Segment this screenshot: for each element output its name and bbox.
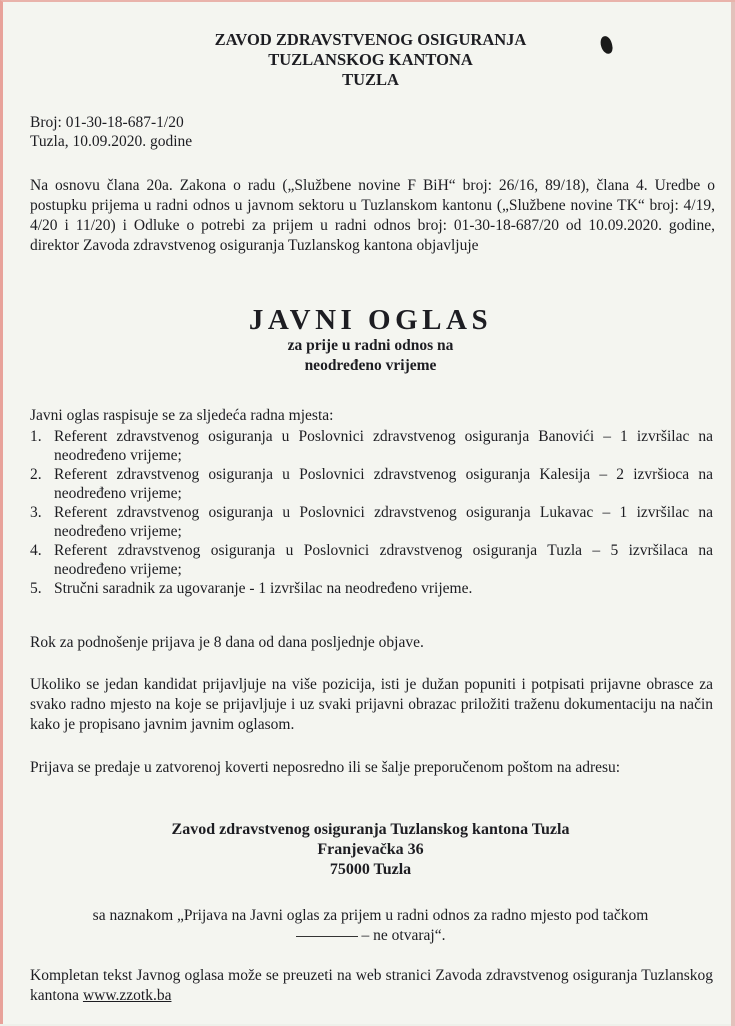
document-meta xyxy=(30,113,192,151)
address-name: Zavod zdravstvenog osiguranja Tuzlanskog kantona Tuzla xyxy=(171,821,570,838)
legal-intro: Na osnovu člana 20a. Zakona o radu („Službene novine F BiH“ broj: 26/16, 89/18), člana 4. Uredbe o postupku prijema u radni odnos u javnom sektoru u Tuzlanskom kantonu („Službene novine TK“ broj: 4/19, 4/20 i 11/20) i Odluke o potrebi za prijem u radni odnos broj: 01-30-18-687/20 od 10.09.2020. godine, direktor Zavoda zdravstvenog osiguranja Tuzlanskog kantona objavljuje xyxy=(30,177,715,254)
address-street: Franjevačka 36 xyxy=(317,841,424,858)
announcement-title xyxy=(3,304,735,376)
multiple-positions-paragraph: Ukoliko se jedan kandidat prijavljuje na više pozicija, isti je dužan popuniti i potpisati prijavne obrasce za svako radno mjesto na koje se prijavljuje i uz svaki prijavni obrazac priložiti traženu dokumentaciju na način kako je propisano javnim javnim oglasom. xyxy=(30,676,713,733)
list-item: 4. Referent zdravstvenog osiguranja u Poslovnici zdravstvenog osiguranja Tuzla – 5 izvršilaca na neodređeno vrijeme; xyxy=(30,542,713,578)
header-line-3: TUZLA xyxy=(342,70,399,89)
title-main: JAVNI OGLAS xyxy=(248,304,493,336)
header-line-1: ZAVOD ZDRAVSTVENOG OSIGURANJA xyxy=(214,30,527,49)
title-sub-2: neodređeno vrijeme xyxy=(304,357,437,374)
list-item: 5. Stručni saradnik za ugovaranje - 1 izvršilac na neodređeno vrijeme. xyxy=(30,580,473,597)
list-item: 2. Referent zdravstvenog osiguranja u Poslovnici zdravstvenog osiguranja Kalesija – 2 izvršioca na neodređeno vrijeme; xyxy=(30,466,713,502)
list-item: 3. Referent zdravstvenog osiguranja u Poslovnici zdravstvenog osiguranja Lukavac – 1 izvršilac na neodređeno vrijeme; xyxy=(30,504,713,540)
institution-header xyxy=(3,30,735,90)
postal-address xyxy=(3,820,735,880)
address-city: 75000 Tuzla xyxy=(329,861,412,878)
deadline-paragraph: Rok za podnošenje prijava je 8 dana od dana posljednje objave. xyxy=(30,634,424,651)
list-item: 1. Referent zdravstvenog osiguranja u Poslovnici zdravstvenog osiguranja Banovići – 1 izvršilac na neodređeno vrijeme; xyxy=(30,428,713,464)
document-date: Tuzla, 10.09.2020. godine xyxy=(30,133,193,150)
reference-number: Broj: 01-30-18-687-1/20 xyxy=(30,114,184,131)
marking-line-2: – ne otvaraj“. xyxy=(3,926,735,946)
blank-line xyxy=(296,936,358,937)
submission-paragraph: Prijava se predaje u zatvorenoj koverti neposredno ili se šalje preporučenom poštom na adresu: xyxy=(30,759,621,776)
footer-text: Kompletan tekst Javnog oglasa može se preuzeti na web stranici Zavoda zdravstvenog osiguranja Tuzlanskog kantona xyxy=(30,967,713,1004)
footer-paragraph xyxy=(30,966,713,1006)
positions-lead: Javni oglas raspisuje se za sljedeća radna mjesta: xyxy=(30,407,334,424)
positions-list xyxy=(30,427,713,598)
title-sub-1: za prije u radni odnos na xyxy=(287,337,454,354)
website-link[interactable]: www.zzotk.ba xyxy=(82,987,172,1004)
marking-line-1: sa naznakom „Prijava na Javni oglas za prijem u radni odnos za radno mjesto pod tačkom xyxy=(92,907,649,924)
envelope-marking xyxy=(3,906,735,946)
header-line-2: TUZLANSKOG KANTONA xyxy=(268,50,473,69)
